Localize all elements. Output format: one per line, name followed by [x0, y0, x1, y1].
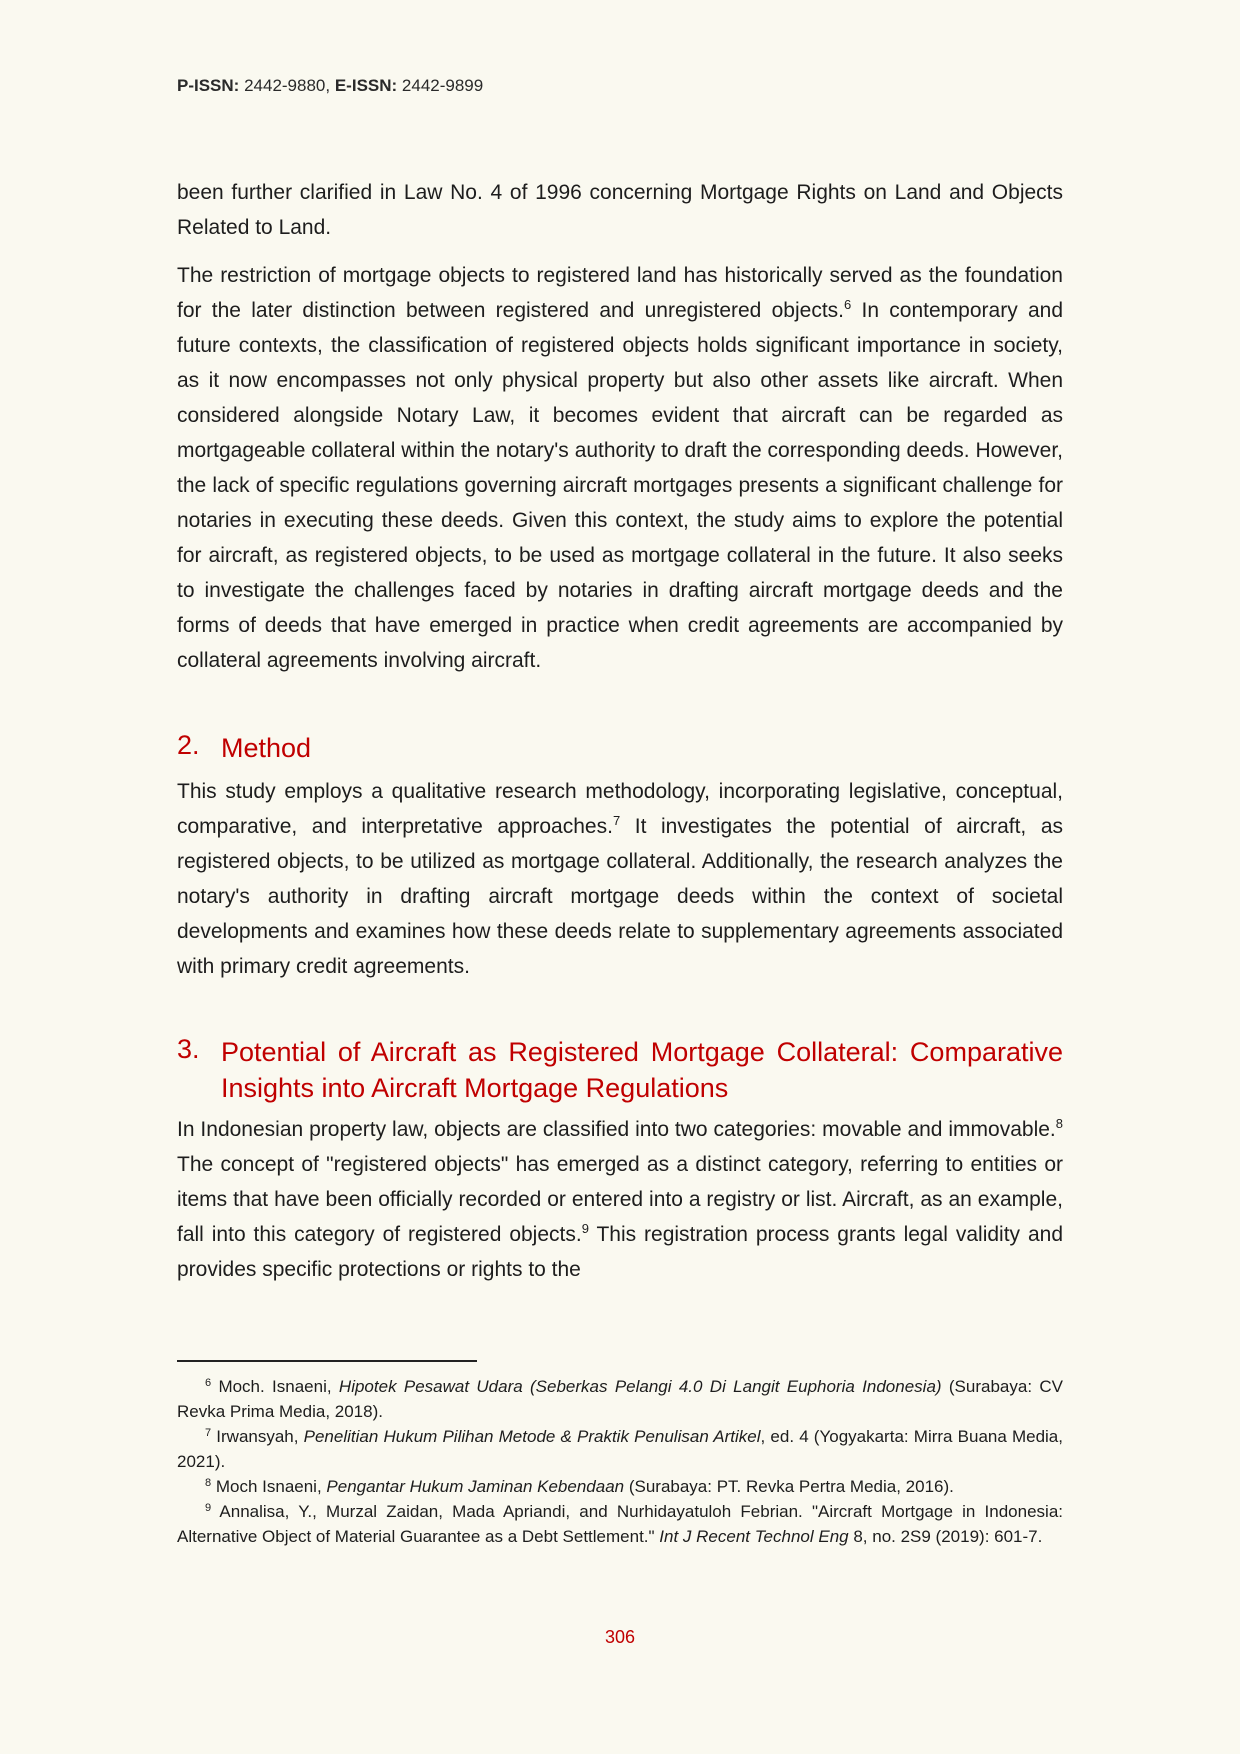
footnote-title: Penelitian Hukum Pilihan Metode & Praktik Penulisan Artikel [303, 1427, 761, 1446]
footnote-number: 6 [205, 1377, 212, 1389]
section-title: Method [221, 733, 312, 763]
footnote-item: $^9$ Annalisa, Y., Murzal Zaidan, Mada Apriandi, and Nurhidayatuloh Febrian. "Aircraft Mortgage in Indonesia: Alternative Object of Material Guarantee as a Debt Settlement." Int J Recent Technol Eng 8, no. 2S9 (2019): 601-7. [177, 1502, 1063, 1546]
section-heading-potential [177, 1034, 1063, 1106]
paragraph-restriction: The restriction of mortgage objects to registered land has historically served as the foundation for the later distinction between registered and unregistered objects.$^6$ In contemporary and future contexts, the classification of registered objects holds significant importance in society, as it now encompasses not only physical property but also other assets like aircraft. When considered alongside Notary Law, it becomes evident that aircraft can be regarded as mortgageable collateral within the notary's authority to draft the corresponding deeds. However, the lack of specific regulations governing aircraft mortgages presents a significant challenge for notaries in executing these deeds. Given this context, the study aims to explore the potential for aircraft, as registered objects, to be used as mortgage collateral in the future. It also seeks to investigate the challenges faced by notaries in drafting aircraft mortgage deeds and the forms of deeds that have emerged in practice when credit agreements are accompanied by collateral agreements involving aircraft. [177, 264, 1063, 672]
paragraph-property-law: In Indonesian property law, objects are classified into two categories: movable and immovable.$^8$ The concept of "registered objects" has emerged as a distinct category, referring to entities or items that have been officially recorded or entered into a registry or list. Aircraft, as an example, fall into this category of registered objects.$^9$ This registration process grants legal validity and provides specific protections or rights to the [177, 1116, 1063, 1281]
footnote-item: $^6$ Moch. Isnaeni, Hipotek Pesawat Udara (Seberkas Pelangi 4.0 Di Langit Euphoria Indonesia) (Surabaya: CV Revka Prima Media, 2018). [177, 1377, 1063, 1421]
footnote-title: Pengantar Hukum Jaminan Kebendaan [326, 1477, 625, 1496]
eissn-value: 2442-9899 [401, 76, 484, 95]
footnote-ref-6[interactable]: 6 [844, 297, 852, 312]
section-heading-method [177, 730, 1063, 766]
footnote-item: $^7$ Irwansyah, Penelitian Hukum Pilihan Metode & Praktik Penulisan Artikel, ed. 4 (Yogyakarta: Mirra Buana Media, 2021). [177, 1427, 1063, 1471]
footnote-ref-8[interactable]: 8 [1055, 1116, 1063, 1131]
section-number: 3. [177, 1034, 200, 1064]
footnotes [177, 1360, 1063, 1549]
footnote-divider [177, 1360, 477, 1362]
paragraph-continuation: been further clarified in Law No. 4 of 1996 concerning Mortgage Rights on Land and Objects Related to Land. [177, 181, 1063, 239]
footnote-item: $^8$ Moch Isnaeni, Pengantar Hukum Jaminan Kebendaan (Surabaya: PT. Revka Pertra Media, 2016). [205, 1477, 954, 1496]
footnote-ref-7[interactable]: 7 [612, 813, 621, 828]
eissn-label: E-ISSN: [334, 76, 398, 95]
pissn-value: 2442-9880, [244, 76, 331, 95]
issn-header [177, 76, 483, 96]
footnote-title: Hipotek Pesawat Udara (Seberkas Pelangi 4.0 Di Langit Euphoria Indonesia) [338, 1377, 942, 1396]
footnote-title: Int J Recent Technol Eng [659, 1527, 849, 1546]
section-number: 2. [177, 730, 200, 760]
footnote-number: 8 [205, 1477, 212, 1489]
main-content [177, 175, 1063, 1300]
footnote-number: 9 [205, 1502, 212, 1514]
footnote-ref-9[interactable]: 9 [581, 1221, 589, 1236]
section-title: Potential of Aircraft as Registered Mortgage Collateral: Comparative Insights into Aircraft Mortgage Regulations [221, 1037, 1063, 1103]
paragraph-method: This study employs a qualitative research methodology, incorporating legislative, conceptual, comparative, and interpretative approaches.$^7$ It investigates the potential of aircraft, as registered objects, to be utilized as mortgage collateral. Additionally, the research analyzes the notary's authority in drafting aircraft mortgage deeds within the context of societal developments and examines how these deeds relate to supplementary agreements associated with primary credit agreements. [177, 780, 1063, 978]
page-number: 306 [604, 1627, 636, 1647]
pissn-label: P-ISSN: [177, 76, 240, 95]
footnote-number: 7 [205, 1427, 212, 1439]
